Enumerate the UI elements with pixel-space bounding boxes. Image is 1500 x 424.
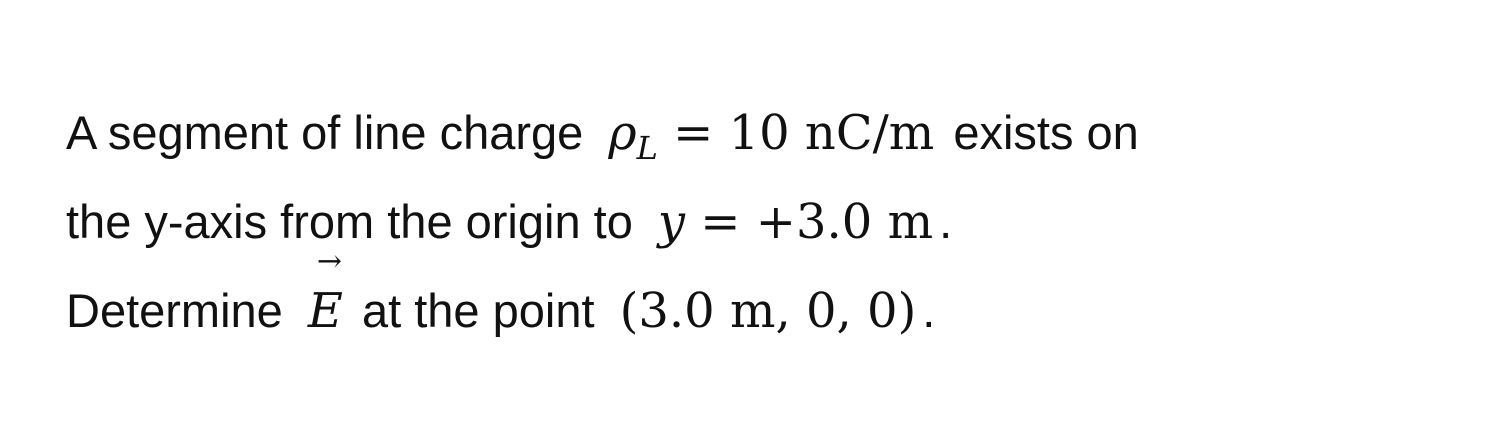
problem-line-3	[66, 244, 1466, 355]
line1-text-b: exists on	[953, 106, 1139, 159]
target-point-expression: (3.0 m, 0, 0)	[619, 283, 917, 339]
problem-statement	[66, 88, 1466, 355]
y-variable: y	[657, 194, 686, 250]
rho-symbol: ρ	[608, 105, 637, 161]
line2-period: .	[939, 195, 953, 248]
line3-period: .	[922, 284, 936, 337]
line2-text-a: the y-axis from the origin to	[66, 195, 633, 248]
vector-arrow-icon: →	[316, 244, 343, 279]
segment-end-expression	[658, 194, 933, 250]
e-letter: E	[307, 283, 343, 339]
line-charge-density-expression	[608, 105, 935, 167]
line3-text-a: Determine	[66, 284, 283, 337]
e-vector-symbol	[307, 244, 343, 356]
problem-line-1	[66, 88, 1466, 177]
segment-end-value: = +3.0 m	[685, 194, 934, 250]
problem-line-2	[66, 177, 1466, 266]
charge-density-value: = 10 nC/m	[657, 105, 935, 161]
line3-text-b: at the point	[361, 284, 595, 337]
rho-subscript: L	[636, 129, 658, 167]
line1-text-a: A segment of line charge	[66, 106, 584, 159]
electric-field-vector	[307, 244, 343, 339]
